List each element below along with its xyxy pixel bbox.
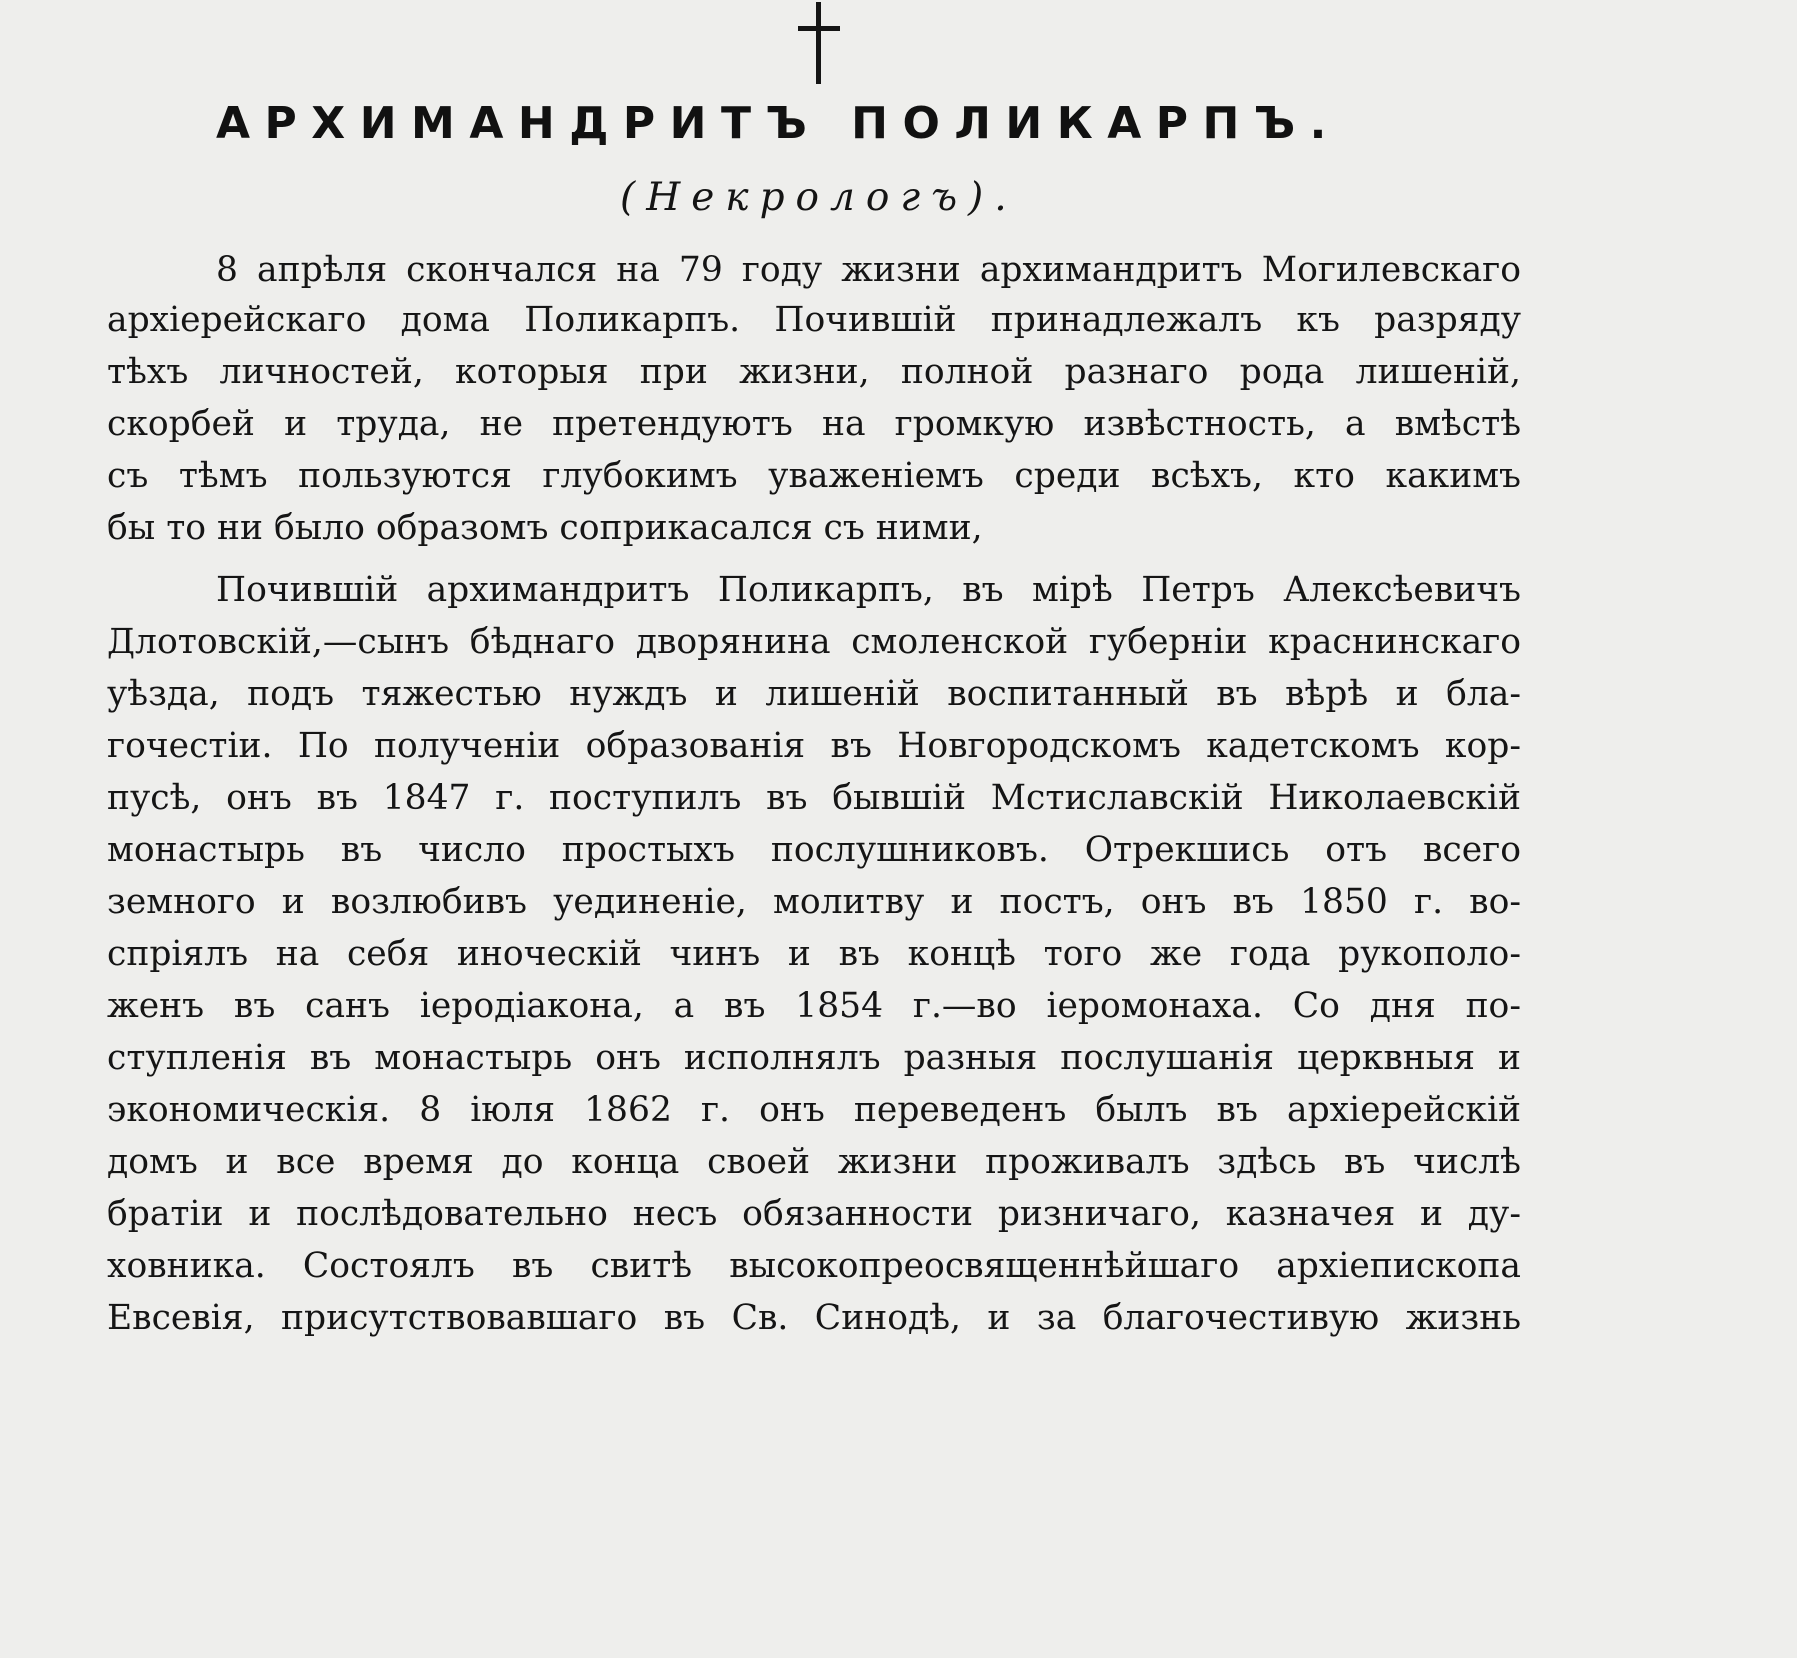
body-line: 8 апрѣля скончался на 79 году жизни архимандритъ Могилевскаго [216, 250, 1521, 290]
body-line: ступленія въ монастырь онъ исполнялъ разныя послушанія церквныя и [107, 1038, 1521, 1078]
body-line: скорбей и труда, не претендуютъ на громкую извѣстность, а вмѣстѣ [107, 404, 1521, 444]
body-line: тѣхъ личностей, которыя при жизни, полной разнаго рода лишеній, [107, 352, 1521, 392]
body-line: земного и возлюбивъ уединеніе, молитву и постъ, онъ въ 1850 г. во- [107, 882, 1521, 922]
body-line: экономическія. 8 іюля 1862 г. онъ переведенъ былъ въ архіерейскій [107, 1090, 1521, 1130]
body-line: гочестіи. По полученіи образованія въ Новгородскомъ кадетскомъ кор- [107, 726, 1521, 766]
body-line: домъ и все время до конца своей жизни проживалъ здѣсь въ числѣ [107, 1142, 1521, 1182]
body-line: монастырь въ число простыхъ послушниковъ. Отрекшись отъ всего [107, 830, 1521, 870]
body-line: Евсевія, присутствовавшаго въ Св. Синодѣ, и за благочестивую жизнь [107, 1298, 1521, 1338]
body-line: съ тѣмъ пользуются глубокимъ уваженіемъ среди всѣхъ, кто какимъ [107, 456, 1521, 496]
orthodox-cross-icon [796, 2, 842, 84]
body-line: ховника. Состоялъ въ свитѣ высокопреосвященнѣйшаго архіепископа [107, 1246, 1521, 1286]
body-line: Почившій архимандритъ Поликарпъ, въ мірѣ Петръ Алексѣевичъ [216, 570, 1521, 610]
body-line: женъ въ санъ іеродіакона, а въ 1854 г.—во іеромонаха. Со дня по- [107, 986, 1521, 1026]
body-line: архіерейскаго дома Поликарпъ. Почившій принадлежалъ къ разряду [107, 300, 1521, 340]
article-title: АРХИМАНДРИТЪ ПОЛИКАРПЪ. [216, 98, 1341, 149]
body-line: уѣзда, подъ тяжестью нуждъ и лишеній воспитанный въ вѣрѣ и бла- [107, 674, 1521, 714]
article-subtitle: (Некрологъ). [620, 175, 1018, 220]
body-line: Длотовскій,—сынъ бѣднаго дворянина смоленской губерніи краснинскаго [107, 622, 1521, 662]
body-line: спріялъ на себя иноческій чинъ и въ концѣ того же года рукополо- [107, 934, 1521, 974]
body-line: бы то ни было образомъ соприкасался съ ними, [107, 508, 983, 548]
body-line: братіи и послѣдовательно несъ обязанности ризничаго, казначея и ду- [107, 1194, 1521, 1234]
body-line: пусѣ, онъ въ 1847 г. поступилъ въ бывшій Мстиславскій Николаевскій [107, 778, 1521, 818]
